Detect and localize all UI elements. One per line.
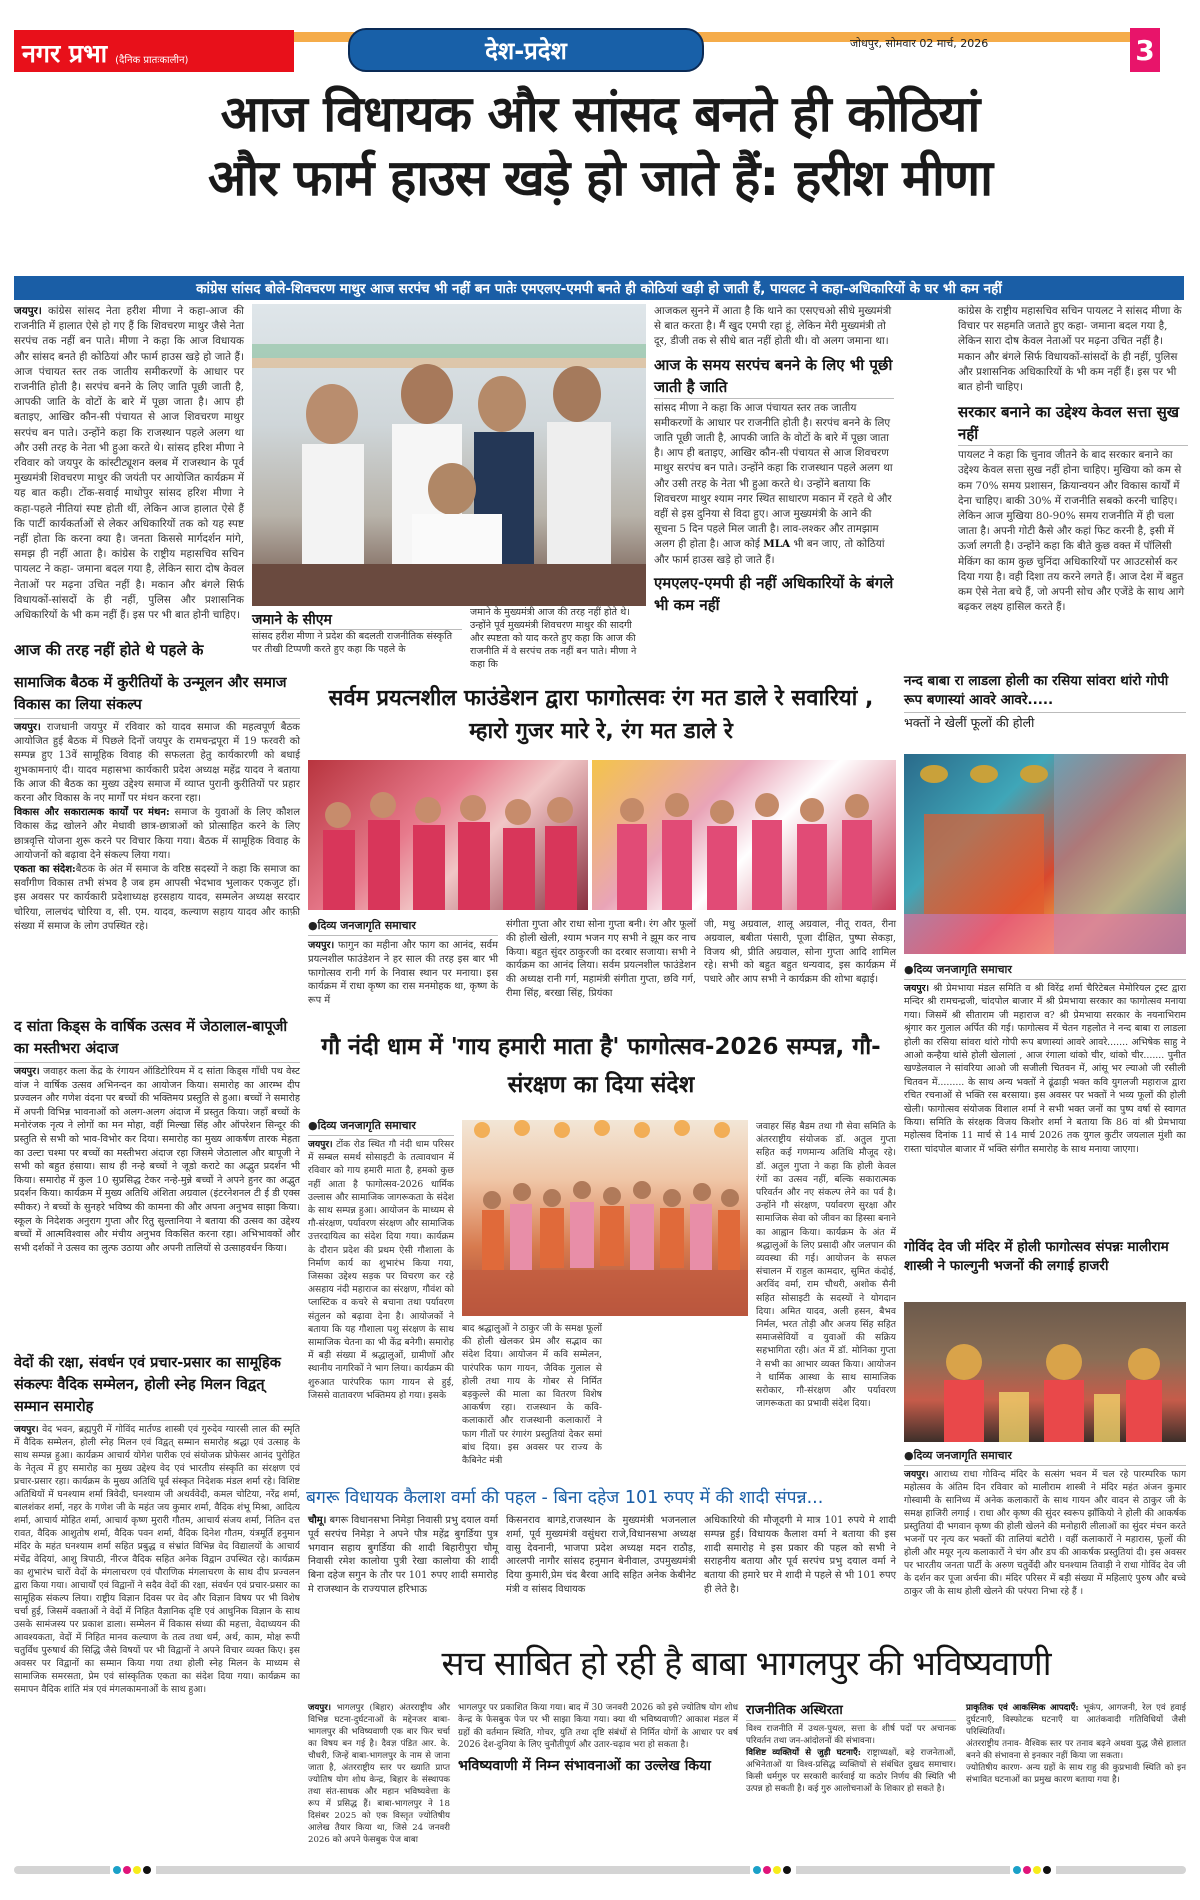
cyan-dot (113, 1866, 121, 1874)
cyan-dot (1013, 1866, 1021, 1874)
bagru-col3: अधिकारियो की मौजूदगी मे मात्र 101 रुपये मे शादी सम्पन्न हुई। विधायक कैलाश वर्मा ने बताया की इस शादी समारोह मे इस प्रकार की पहल को सभी ने सराहनीय बताया और पूर्व सरपंच प्रभु दयाल वर्मा ने बताया की हमारे घर मे शादी मे पहले से भी 101 रुपए ही लेते है। (704, 1515, 896, 1595)
govind-photo (904, 1302, 1186, 1442)
baba-col1 (308, 1702, 450, 1846)
santa-body (14, 1065, 300, 1255)
govind-headline: गोविंद देव जी मंदिर में होली फागोत्सव संपन्नः मालीराम शास्त्री ने फाल्गुनी भजनों की लगाई हाजरी (904, 1239, 1169, 1274)
govind-text: आराध्य राधा गोविन्द मंदिर के सत्संग भवन में चल रहे पारम्परिक फाग महोत्सव के अंतिम दिन रविवार को मालीराम शास्त्री ने मंदिर महंत अंजन कुमार गोस्वामी के सानिध्य में अनेक कलाकारों के साथ गायन और वादन से ठाकुर जी के समक्ष हाजिरी लगाई । राधा और कृष्ण की सुंदर स्वरूप झाँकियो ने होली की आकर्षक प्रस्तुतियां दी भगवान कृष्ण की होली खेलने की मनोहारी लीलाओं का सुंदर मंचन करते भजनों पर नृत्य कर भक्तों की तालियां बटोरी । वहीं कलाकारों ने महारास, फूलों की होली और मयूर नृत्य कलाकारों ने चंग और डप की आकर्षक प्रस्तुतियां दी। इस अवसर पर भारतीय जनता पार्टी के अरुण चतुर्वेदी और घनश्याम तिवाड़ी ने राधा गोविंद देव जी के दर्शन कर पूजा अर्चना की। मंदिर परिसर में बड़ी संख्या में महिलाएं पुरुष और बच्चे ठाकुर जी के साथ होली खेलने की परंपरा निभा रहे हैं । (904, 1469, 1186, 1597)
fagotsav-dateline: जयपुर। (308, 940, 335, 951)
fagotsav-col1-body (308, 939, 498, 1008)
bagru-col1 (308, 1514, 498, 1597)
gau-col2: बाद श्रद्धालुओं ने ठाकुर जी के समक्ष फूलों की होली खेलकर प्रेम और सद्भाव का संदेश दिया। आयोजन में कवि सम्मेलन, पारंपरिक फाग गायन, जैविक गुलाल से होली तथा गाय के गोबर से निर्मित बड़कुल्ले की माला का वितरण विशेष आकर्षण रहा। राजस्थान के कवि-कलाकारों और राजस्थानी कलाकारों ने फाग गीतों पर रंगारंग प्रस्तुतियां देकर समां बांध दिया। इस अवसर पर राज्य के कैबिनेट मंत्री (462, 1323, 602, 1467)
magenta-dot (123, 1866, 131, 1874)
gau-col3: जवाहर सिंह बैडम तथा गौ सेवा समिति के अंतरराष्ट्रीय संयोजक डॉ. अतुल गुप्ता सहित कई गणमान्य अतिथि मौजूद रहे। डॉ. अतुल गुप्ता ने कहा कि होली केवल रंगों का उत्सव नहीं, बल्कि सकारात्मक परिवर्तन और नए संकल्प लेने का पर्व है। उन्होंने गौ संरक्षण, पर्यावरण सुरक्षा और सामाजिक सेवा को जीवन का हिस्सा बनाने का आह्वान किया। कार्यक्रम के अंत में श्रद्धालुओं के लिए प्रसादी और जलपान की व्यवस्था की गई। आयोजन के सफल संचालन में राहुल कामदार, सुमित कंदोई, अरविंद वर्मा, राम चौधरी, अशोक सैनी सहित सोसाइटी के सदस्यों ने योगदान दिया। अमित यादव, अली हसन, बैभव निर्मल, भरत तोड़ी और अजय सिंह सहित समाजसेवियों व युवाओं की सक्रिय सहभागिता रही। अंत में डॉ. मोनिका गुप्ता ने सभी का आभार व्यक्त किया। आयोजन ने धार्मिक आस्था के साथ सामाजिक सरोकार, गौ-संरक्षण और पर्यावरण जागरूकता का प्रभावी संदेश दिया। (756, 1121, 896, 1410)
page-number: 3 (1130, 28, 1160, 72)
baba-col4-text: भूकंप, आगजनी, रेल एवं हवाई दुर्घटनाएँ, विस्फोटक घटनाएँ या आतंकवादी गतिविधियों जैसी परिस्थितियाँ। (966, 1703, 1187, 1737)
bagru-col2: किसनराव बागडे,राजस्थान के मुख्यमंत्री भजनलाल शर्मा, पूर्व मुख्यमंत्री वसुंधरा राजे,विधानसभा अध्यक्ष वासु देवनानी, भाजपा प्रदेश अध्यक्ष मदन राठौड़, आरलपी नागौर सांसद हनुमान बेनीवाल, उपमुख्यमंत्री दिया कुमारी,प्रेम चंद बैरवा आदि सहित अनेक केबीनेट मंत्री व सांसद विधायक (506, 1515, 696, 1595)
lead-col1 (14, 304, 244, 623)
lead-col3-text: आजकल सुनने में आता है कि थाने का एसएचओ सीधे मुख्यमंत्री से बात करता है। मैं खुद एमपी रहा हूं, लेकिन मेरी मुख्यमंत्री तो दूर, डीजी तक से सीधे बात नहीं होती थी। वो अलग जमाना था। (654, 305, 892, 348)
registration-dots-2 (750, 1866, 796, 1874)
lead-photo (252, 304, 646, 606)
gau-col1 (308, 1118, 454, 1488)
lead-col1-dateline: जयपुर। (14, 305, 42, 317)
yadav-dateline: जयपुर। (14, 722, 41, 733)
lead-col1-subhead: आज की तरह नहीं होते थे पहले के (14, 641, 204, 659)
lead-col3-text2-post: भी बन जाए, तो कोठियां और फार्म हाउस खड़े हो जाते हैं। (654, 538, 885, 566)
bagru-dateline: चौमू। (308, 1515, 327, 1526)
fagotsav-headline: सर्वम प्रयत्नशील फाउंडेशन द्वारा फागोत्सवः रंग मत डाले रे सवारियां , म्हारो गुजर मारे रे, रंग मत डाले रे (328, 686, 874, 744)
black-dot (1043, 1866, 1051, 1874)
lead-caption-text2: जमाने के मुख्यमंत्री आज की तरह नहीं होते थे। उन्होंने पूर्व मुख्यमंत्री शिवचरण माथुर की सादगी और स्पष्टता को याद करते हुए कहा कि आज की राजनीति में वे सरपंच तक नहीं बन पाते। मीणा ने कहा कि (470, 607, 637, 670)
nandbaba-photo (904, 754, 1186, 954)
nandbaba-story (904, 672, 1186, 733)
registration-dots-3 (1010, 1866, 1056, 1874)
vedic-body (14, 1423, 300, 1883)
nandbaba-byline: ● दिव्य जनजागृति समाचार (904, 962, 1186, 980)
govind-dateline: जयपुर। (904, 1469, 929, 1480)
fagotsav-photo-1 (308, 760, 588, 910)
baba-col4-bold: प्राकृतिक एवं आकस्मिक आपदाएँ: (966, 1703, 1079, 1713)
lead-headline (0, 82, 1200, 210)
nandbaba-body-wrap (904, 962, 1186, 1156)
yadav-headline: सामाजिक बैठक में कुरीतियों के उन्मूलन और समाज विकास का लिया संकल्प (14, 672, 300, 719)
baba-col3-bold: विशिष्ट व्यक्तियों से जुड़ी घटनाएँ: (746, 1748, 861, 1758)
baba-dateline: जयपुर। (308, 1703, 332, 1713)
dateline: जोधपुर, सोमवार 02 मार्च, 2026 (850, 37, 989, 50)
lead-caption-text: सांसद हरीश मीणा ने प्रदेश की बदलती राजनीतिक संस्कृति पर तीखी टिप्पणी करते हुए कहा कि पहले के (252, 631, 453, 655)
paper-tagline: (दैनिक प्रातःकालीन) (115, 55, 189, 66)
baba-col4 (966, 1702, 1186, 1786)
baba-col2-text: भागलपुर पर प्रकाशित किया गया। बाद में 30 जनवरी 2026 को इसे ज्योतिष योग शोध केन्द्र के फेसबुक पेज पर भी साझा किया गया। क्या थी भविष्यवाणी? आकाश मंडल में ग्रहों की वर्तमान स्थिति, गोचर, युति तथा दृष्टि संबंधों से निर्मित योगों के आधार पर वर्ष 2026 देश-दुनिया के लिए चुनौतीपूर्ण और उतार-चढ़ाव भरा हो सकता है। (458, 1703, 738, 1751)
santa-dateline: जयपुर। (14, 1066, 40, 1077)
nandbaba-body (904, 982, 1186, 1156)
baba-col2-subhead: भविष्यवाणी में निम्न संभावनाओं का उल्लेख किया (458, 1757, 711, 1774)
lead-headline-line2: और फार्म हाउस खड़े हो जाते हैं: हरीश मीणा (207, 149, 993, 207)
nandbaba-photo-image (904, 754, 1186, 954)
lead-col4 (958, 304, 1188, 615)
nandbaba-text: श्री प्रेमभाया मंडल समिति व श्री विरेंद्र शर्मा चैरिटेबल मेमोरियल ट्रस्ट द्वारा मन्दिर श्री रामचन्द्रजी, चांदपोल बाजार में श्री प्रेमभाया सरकार का फागोत्सव मनाया गया। जिसमें श्री सीताराम जी महाराज व? श्री प्रेमभाया सरकार के नयनाभिराम श्रृंगार कर गुलाल अर्पित की गई। फागोत्सव में चेतन गहलोत ने नन्द बाबा रा लाडला होली का रसिया सांवरा थांरो गोपी रूप बणास्यां आवरे आवरे....... अभिषेक साहु ने आओ कन्हैया थांसे होली खेलालां , आज रंगाला थांको चीर, थांको चीर....... पुनीत खण्डेलवाल ने सांवरिया आओ जी सजीली चितवन में, आंसू भर ल्याओ जी रसीली चितवन में......... के साथ अन्य भक्तों ने ढूंढाड़ी भक्त कवि युगलजी महाराज द्वारा रचित रचनाओं से भक्ति रस बरसाया। इस अवसर पर भक्तों ने भव्य फूलों की होली खेली। फागोत्सव संयोजक विशाल शर्मा ने सभी भक्त जनों का पुष्प वर्षा से स्वागत किया। समिति के संरक्षक विजय किशोर शर्मा ने बताया कि 86 वां श्री प्रेमभाया महोत्सव दिनांक 11 मार्च से 14 मार्च 2026 तक युगल कुटीर जयलाल मुंशी का रास्ता चांदपोल बाजार में भक्ति संगीत समारोह के साथ मनाया जाएगा। (904, 983, 1187, 1155)
gau-photo (462, 1120, 748, 1316)
baba-col3-text: विश्व राजनीति में उथल-पुथल, सत्ता के शीर्ष पदों पर अचानक परिवर्तन तथा जन-आंदोलनों की संभावना। (746, 1724, 956, 1746)
gau-col1-text: टोंक रोड स्थित गौ नंदी धाम परिसर में सम्बल समर्थ सोसाइटी के तत्वावधान में रविवार को गाय हमारी माता है, हमको कुछ नहीं आता है फागोत्सव-2026 धार्मिक उल्लास और सामाजिक जागरूकता के संदेश के साथ सम्पन्न हुआ। आयोजन के माध्यम से गौ-संरक्षण, पर्यावरण संरक्षण और सामाजिक उत्तरदायित्व का संदेश दिया गया। कार्यक्रम के दौरान प्रदेश की प्रथम ऐसी गौशाला के निर्माण कार्य का शुभारंभ किया गया, जिसका उद्देश्य सड़क पर विचरण कर रहे असहाय नंदी महाराज का संरक्षण, गौवंश को प्लास्टिक व कचरे से बचाना तथा पर्यावरण संतुलन को बढ़ावा देना है। आयोजकों ने बताया कि यह गौशाला पशु संरक्षण के साथ सामाजिक चेतना का भी केंद्र बनेगी। समारोह में बड़ी संख्या में श्रद्धालुओं, ग्रामीणों और स्थानीय नागरिकों ने भाग लिया। कार्यक्रम की शुरुआत पारंपरिक फाग गायन से हुई, जिससे वातावरण भक्तिमय हो गया। इसके (308, 1139, 454, 1401)
yadav-text3: बैठक के अंत में समाज के वरिष्ठ सदस्यों ने कहा कि समाज का सर्वांगीण विकास तभी संभव है जब हम आपसी भेदभाव भुलाकर एकजुट हों। इस अवसर पर कार्यकारी प्रदेशाध्यक्ष हरसहाय यादव, सम्मलेन अध्यक्ष सरदार चोरिया, लालचंद चोरिया व, सी. एम. यादव, कल्याण सहाय यादव और काफ़ी संख्या में समाज के लोग उपस्थित रहे। (14, 864, 300, 932)
black-dot (783, 1866, 791, 1874)
yadav-bold3: एकता का संदेश: (14, 864, 76, 876)
govind-body (904, 1468, 1186, 1598)
santa-text: जवाहर कला केंद्र के रंगायन ऑडिटोरियम में द सांता किड्स गाँधी पथ वेस्ट वांज ने वार्षिक उत्सव अभिनन्दन का आयोजन किया। समारोह का आरम्भ दीप प्रज्वलन और गणेश वंदना पर बच्चों की भक्तिमय प्रस्तुति से हुआ। बच्चों ने समारोह में अपनी विभिन्न भावनाओं को अलग-अलग अंदाज में प्रस्तुत किया। जहाँ बच्चों के मनोरंजक नृत्य ने लोगों का मन मोहा, वहीं मिल्खा सिंह और ऑपरेशन सिन्दूर की प्रस्तुति से सभी को भाव-विभोर कर दिया। समारोह का मुख्य आकर्षण तारक मेहता का उल्टा चश्मा पर बच्चों का मस्तीभरा अंदाज रहा जिसमे जेठालाल और बापूजी ने सभी को बहुत हंसाया। साथ ही नन्हे बच्चों ने जूडो कराटे का अद्भुत प्रदर्शन भी किया। समारोह में कुल 10 सुप्रसिद्ध टेकर नन्हे-मुन्ने बच्चों ने अपने हुनर का अद्भुत प्रदर्शन किया। कार्यक्रम में मुख्य अतिथि अंशिता अग्रवाल (इंटरनेशनल टी ई डी एक्स स्पीकर) ने बच्चों के सुनहरे भविष्य की कामना की और अपना अनुभव साझा किया। स्कूल के निदेशक अनुराग गुप्ता और रितु सुल्तानिया ने बताया की उत्सव का उद्देश्य बच्चों में आत्मविश्वास और मंचीय अनुभव विकसित करना रहा। अभिभावकों और सभी दर्शकों ने उत्सव का लुत्फ उठाया और अपनी तालियों से उत्साहवर्धन किया। (14, 1066, 300, 1254)
fagotsav-col2: संगीता गुप्ता और राधा सोना गुप्ता बनी। रंग और फूलों की होली खेली, श्याम भजन गए सभी ने झूम कर नाच किया। बहुत सुंदर ठाकुरजी का दरबार सजाया। सभी ने कार्यक्रम का आनंद लिया। सर्वम प्रयत्नशील फाउंडेशन की अध्यक्ष रानी गर्ग, महामंत्री संगीता गुप्ता, छवि गर्ग, रीमा सिंह, बरखा सिंह, प्रियंका (506, 919, 696, 999)
yellow-dot (133, 1866, 141, 1874)
magenta-dot (1023, 1866, 1031, 1874)
gau-byline: ● दिव्य जनजागृति समाचार (308, 1118, 454, 1136)
yellow-dot (1033, 1866, 1041, 1874)
yadav-text1: राजधानी जयपुर में रविवार को यादव समाज की महत्वपूर्ण बैठक आयोजित हुई बैठक में पिछले दिनों जयपुर के रामचन्द्रपूरा में 19 फरवरी को सम्पन्न हुए 13वें सामूहिक विवाह की सफलता हेतु कार्यकारणी को बधाई शुभकामनाएं दी। यादव महासभा कार्यकारी प्रदेश अध्यक्ष महेंद्र यादव ने बताया कि आज की बैठक का मुख्य उद्देश्य समाज में व्याप्त पुरानी कुरीतियों पर प्रहार करना और विकास के नए मार्गों पर मंथन करना रहा। (14, 722, 300, 805)
magenta-dot (763, 1866, 771, 1874)
baba-col4-text3: ज्योतिषीय कारण- अन्य ग्रहों के साथ राहु की कुप्रभावी स्थिति को इन संभावित घटनाओं का प्रमुख कारण बताया गया है। (966, 1763, 1186, 1785)
lead-col3-text2 (654, 401, 894, 568)
govind-byline: ● दिव्य जनजागृति समाचार (904, 1448, 1186, 1466)
lead-photo-image (252, 304, 646, 606)
paper-name: नगर प्रभा (22, 39, 108, 68)
baba-headline: सच साबित हो रही है बाबा भागलपुर की भविष्यवाणी (441, 1644, 1051, 1684)
bagru-headline: बगरू विधायक कैलाश वर्मा की पहल - बिना दहेज 101 रुपए में की शादी संपन्न... (306, 1488, 824, 1508)
vedic-dateline: जयपुर। (14, 1424, 39, 1435)
nandbaba-headline: नन्द बाबा रा लाडला होली का रसिया सांवरा थांरो गोपी रूप बणास्यां आवरे आवरे..... (904, 672, 1186, 713)
gau-headline: गौ नंदी धाम में 'गाय हमारी माता है' फागोत्सव-2026 सम्पन्न, गौ-संरक्षण का दिया संदेश (321, 1034, 881, 1098)
cyan-dot (753, 1866, 761, 1874)
baba-col3-body (746, 1723, 956, 1795)
lead-col3-mla: MLA (763, 538, 791, 551)
lead-col3-subhead1: आज के समय सरपंच बनने के लिए भी पूछी जाती है जाति (654, 354, 894, 399)
lead-col4-subhead: सरकार बनाने का उद्देश्य केवल सत्ता सुख नहीं (958, 401, 1188, 446)
fagotsav-col1-text: फागुन का महीना और फाग का आनंद, सर्वम प्रयत्नशील फाउंडेशन ने हर साल की तरह इस बार भी फागोत्सव रानी गर्ग के निवास स्थान पर मनाया। इस कार्यक्रम में राधा कृष्ण का रास मनमोहक था, कृष्ण के रूप में (308, 940, 498, 1007)
bagru-col1-text: बगरू विधानसभा निमेड़ा निवासी प्रभु दयाल वर्मा पूर्व सरपंच निमेड़ा ने अपने पौत्र महेंद्र बुगर्डिया पुत्र भगवान सहाय बुगर्डिया की शादी बिहारीपुरा चौमू निवासी रमेश कालोया पुत्री रेखा कालोया की शादी बिना दहेज सगुन के तौर पर 101 रुपए शादी समारोह मे राजस्थान के राज्यपाल हरिभाऊ (308, 1515, 499, 1595)
yellow-dot (773, 1866, 781, 1874)
lead-subheadline: कांग्रेस सांसद बोले-शिवचरण माथुर आज सरपंच भी नहीं बन पातेः एमएलए-एमपी बनते ही कोठियां खड़ी हो जाती हैं, पायलट ने कहा-अधिकारियों के घर भी कम नहीं (14, 276, 1184, 300)
nandbaba-subhead: भक्तों ने खेलीं फूलों की होली (904, 715, 1035, 730)
baba-col1-text: भागलपुर (बिहार) अंतरराष्ट्रीय और विभिन्न घटना-दुर्घटनाओं के मद्देनजर बाबा-भागलपुर की भविष्यवाणी एक बार फिर चर्चा का विषय बन गई है। दैवज्ञ पंडित आर. के. चौधरी, जिन्हें बाबा-भागलपुर के नाम से जाना जाता है, अंतरराष्ट्रीय स्तर पर ख्याति प्राप्त ज्योतिष योग शोध केन्द्र, बिहार के संस्थापक तथा संत-साधक और महान भविष्यवेत्ता के रूप में प्रसिद्ध हैं। बाबा-भागलपुर ने 18 दिसंबर 2025 को एक विस्तृत ज्योतिषीय आलेख तैयार किया था, जिसे 24 जनवरी 2026 को अपने फेसबुक पेज बाबा (308, 1703, 451, 1845)
gau-col2b (610, 1322, 748, 1470)
lead-caption-head: जमाने के सीएम (252, 610, 462, 630)
lead-col4-text: कांग्रेस के राष्ट्रीय महासचिव सचिन पायलट ने सांसद मीणा के विचार पर सहमति जताते हुए कहा- जमाना बदल गया है, लेकिन सारा दोष केवल नेताओं पर मढ़ना उचित नहीं है। मकान और बंगले सिर्फ विधायकों-सांसदों के ही नहीं, पुलिस और प्रशासनिक अधिकारियों के भी कम नहीं हैं। इस पर भी बात होनी चाहिए। (958, 305, 1182, 394)
fagotsav-byline: ● दिव्य जनजागृति समाचार (308, 918, 498, 936)
lead-col3-text2-pre: सांसद मीणा ने कहा कि आज पंचायत स्तर तक जातीय समीकरणों के आधार पर राजनीति होती है। सरपंच बनने के लिए जाति पूछी जाती है, आपकी जाति के वोटों के बारे में पूछा जाता है। आप ही बताइए, आखिर कौन-सी पंचायत से आज शिवचरण माथुर सरपंच बन पाते। उन्होंने कहा कि राजस्थान पहले अलग था और उसी तरह के नेता भी हुआ करते थे। उन्होंने बताया कि शिवचरण माथुर श्याम नगर स्थित साधारण मकान में रहते थे और वहीं से इस दुनिया से विदा हुए। आज मुख्यमंत्री के आने की सूचना 5 दिन पहले मिल जाती है। लाव-लश्कर और तामझाम अलग ही होता है। आज कोई (654, 401, 893, 551)
vedic-headline: वेदों की रक्षा, संवर्धन एवं प्रचार-प्रसार का सामूहिक संकल्पः वैदिक सम्मेलन, होली स्नेह मिलन विद्वत् सम्मान समारोह (14, 1352, 300, 1421)
vedic-text: वेद भवन, ब्रह्मपुरी में गोविंद मार्तण्ड शास्त्री एवं गुरुदेव ग्यारसी लाल की स्मृति में वैदिक सम्मेलन, होली स्नेह मिलन एवं विद्वत् सम्मान समारोह श्रद्धा एवं उत्साह के साथ सम्पन्न हुआ। कार्यक्रम आचार्य योगेश पारीक एवं संयोजक प्रोफेसर आनंद पुरोहित के नेतृत्व में हुए समारोह का मुख्य उद्देश्य वेद एवं भारतीय संस्कृति का संरक्षण एवं प्रचार-प्रसार रहा। कार्यक्रम के मुख्य अतिथि पूर्व संस्कृत निदेशक मंडल शर्मा रहे। विशिष्ट अतिथियों में घनश्याम शर्मा त्रिवेदी, घनश्याम जी अथर्ववेदी, कमल चोटिया, नरेंद्र शर्मा, बालशंकर शर्मा, नहर के गणेश जी के महंत जय कुमार शर्मा, वैदिक शंभू मिश्रा, आदित्य शर्मा, आचार्य मोहित शर्मा, आचार्य कृष्ण मुरारी गौतम, आचार्य संजय शर्मा, नितिन दत्त रावत, वैदिक आशुतोष शर्मा, वैदिक पवन शर्मा, वैदिक दिनेश गौतम, यंत्रमूर्ति हनुमान मंदिर के महंत घनश्याम शर्मा सहित प्रबुद्ध व संभ्रांत विभिन्न वेद विद्यालयों के आचार्य मंचेंद्र वेदियां, आशु त्रिपाठी, नीरज वैदिक सहित अनेक विद्वान उपस्थित रहे। कार्यक्रम का शुभारंभ चारों वेदों के मंगलाचरण एवं पौराणिक मंगलाचरण के साथ दीप प्रज्वलन द्वारा किया गया। आचार्यों एवं विद्वानों ने सदैव वेदों की रक्षा, संवर्धन एवं प्रचार-प्रसार का सामूहिक संकल्प लिया। राष्ट्रीय विज्ञान दिवस पर वेद और विज्ञान विषय पर भी विशेष चर्चा हुई, जिसमें वक्ताओं ने वेदों में निहित वैज्ञानिक दृष्टि एवं आधुनिक विज्ञान के साथ उसके सामंजस्य पर प्रकाश डाला। सम्मेलन में विकास संध्या की महत्ता, वेदाध्ययन की आवश्यकता, वेदों में निहित मानव कल्याण के तत्व तथा धर्म, अर्थ, काम, मोक्ष रूपी चतुर्विध पुरुषार्थ की सिद्धि जैसे विषयों पर भी विद्वानों ने अपने विचार व्यक्त किए। इस अवसर पर विद्वानों का सम्मान किया गया तथा होली स्नेह मिलन के माध्यम से सामाजिक समरसता, प्रेम एवं सांस्कृतिक एकता का संदेश दिया गया। कार्यक्रम का समापन वैदिक शांति मंत्र एवं मंगलकामनाओं के साथ हुआ। (14, 1424, 300, 1695)
santa-headline: द सांता किड्स के वार्षिक उत्सव में जेठालाल-बापूजी का मस्तीभरा अंदाज (14, 1016, 300, 1063)
fagotsav-photo-1-image (308, 760, 588, 910)
vedic-story (14, 1352, 300, 1883)
yadav-bold2: विकास और सकारात्मक कार्यों पर मंथन: (14, 807, 170, 819)
baba-col4-text2: अंतरराष्ट्रीय तनाव- वैश्विक स्तर पर तनाव बढ़ने अथवा युद्ध जैसे हालात बनने की संभावना से इनकार नहीं किया जा सकता। (966, 1739, 1186, 1761)
section-title: देश-प्रदेश (348, 28, 704, 72)
lead-col3 (654, 304, 894, 616)
lead-col1-text: कांग्रेस सांसद नेता हरीश मीणा ने कहा-आज की राजनीति में हालात ऐसे हो गए हैं कि शिवचरण माथुर जैसे नेता सरपंच तक नहीं बन पाते। मीणा ने कहा कि आज विधायक और सांसद बनते ही कोठियां और फार्म हाउस खड़े हो जाते हैं। आज पंचायत स्तर तक जातीय समीकरणों के आधार पर राजनीति होती है। सरपंच बनने के लिए जाति पूछी जाती है, आपकी जाति के वोटों के बारे में पूछा जाता है। आप ही बताइए, आखिर कौन-सी पंचायत से आज शिवचरण माथुर सरपंच बन पाते। उन्होंने कहा कि राजस्थान पहले अलग था और उसी तरह के नेता भी हुआ करते थे। सांसद हरिश मीणा ने रविवार को जयपुर के कांस्टीट्यूशन क्लब में राजस्थान के पूर्व मुख्यमंत्री शिवचरण माथुर की जयंती पर आयोजित कार्यक्रम में यह बात कही। टोंक-सवाई माधोपुर सांसद हरिश मीणा ने कहा-पहले नीतियां स्पष्ट होती थीं, लेकिन आज हालात ऐसे हैं कि पार्टी कार्यकर्ताओं से लेकर अधिकारियों तक को यह स्पष्ट नहीं होता कि करना क्या है। जनता किससे मार्गदर्शन मांगे, समझ ही नहीं आता है। कांग्रेस के राष्ट्रीय महासचिव सचिन पायलट ने कहा- जमाना बदल गया है, लेकिन सारा दोष केवल नेताओं पर मढ़ना उचित नहीं है। मकान और बंगले सिर्फ विधायकों-सांसदों के ही नहीं, पुलिस और प्रशासनिक अधिकारियों के भी कम नहीं हैं। इस पर भी बात होनी चाहिए। (14, 305, 244, 622)
yadav-story (14, 672, 300, 934)
lead-headline-line1: आज विधायक और सांसद बनते ही कोठियां (220, 85, 980, 143)
gau-photo-image (462, 1120, 748, 1316)
baba-col3 (746, 1702, 956, 1795)
santa-story (14, 1016, 300, 1255)
baba-col3-subhead: राजनीतिक अस्थिरता (746, 1702, 956, 1721)
gau-col1-body (308, 1138, 454, 1488)
black-dot (143, 1866, 151, 1874)
lead-col4-text2: पायलट ने कहा कि चुनाव जीतने के बाद सरकार बनाने का उद्देश्य केवल सत्ता सुख नहीं होना चाहिए। मुखिया को कम से कम 70% समय प्रशासन, क्रियान्वयन और विकास कार्यों में देना चाहिए। बाकी 30% में राजनीति सबको करनी चाहिए। लेकिन आज मुखिया 80-90% समय राजनीति में ही चला जाता है। अपनी गोटी कैसे और कहां फिट करनी है, इसी में ऊर्जा लगती है। उन्होंने कहा कि बीते कुछ वक्त में पॉलिसी मेकिंग का काम कुछ चुनिंदा अधिकारियों पर आउटसोर्स कर दिया गया है। वही दिशा तय करने लगते हैं। आज देश में बहुत कम ऐसे नेता बचे हैं, जो अपनी सोच और एजेंडे के साथ आगे बढ़कर लक्ष्य हासिल करते हैं। (958, 449, 1185, 614)
yadav-body (14, 721, 300, 934)
baba-col3-text2: राष्ट्राध्यक्षों, बड़े राजनेताओं, अभिनेताओं या विश्व-प्रसिद्ध व्यक्तियों से संबंधित दुखद समाचार। किसी धर्मगुरु पर सरकारी कार्रवाई या कठोर निर्णय की स्थिति भी उत्पन्न हो सकती है। कई गुरु आलोचनाओं के शिकार हो सकते है। (746, 1748, 956, 1794)
lead-col3-subhead2: एमएलए-एमपी ही नहीं अधिकारियों के बंगले भी कम नहीं (654, 573, 894, 614)
fagotsav-photo-2-image (592, 760, 896, 910)
newspaper-logo (14, 30, 294, 72)
govind-photo-image (904, 1302, 1186, 1442)
registration-dots-1 (110, 1866, 156, 1874)
yadav-text2: समाज के युवाओं के लिए कौशल विकास केंद्र खोलने और मेधावी छात्र-छात्राओं को प्रोत्साहित करने के लिए छात्रवृत्ति योजना शुरू करने पर विचार किया गया। बैठक में सामूहिक विवाह के आयोजनों को बढ़ावा देने संकल्प लिया गया। (14, 807, 300, 861)
fagotsav-col1 (308, 918, 498, 1008)
govind-body-wrap (904, 1448, 1186, 1598)
fagotsav-col3: जी, मधु अग्रवाल, शालू अग्रवाल, नीतू रावत, रीना अग्रवाल, बबीता पंसारी, पूजा दीक्षित, पुष्पा सेकड़ा, विजय श्री, प्रीति अग्रवाल, सोना गुप्ता आदि शामिल रहे। सभी को बहुत बहुत धन्यवाद, इस कार्यक्रम में पधारे और आप सभी ने कार्यक्रम की शोभा बढ़ाई। (704, 919, 896, 986)
baba-col2 (458, 1702, 738, 1776)
gau-dateline: जयपुर। (308, 1139, 333, 1150)
nandbaba-dateline: जयपुर। (904, 983, 930, 994)
fagotsav-photo-2 (592, 760, 896, 910)
